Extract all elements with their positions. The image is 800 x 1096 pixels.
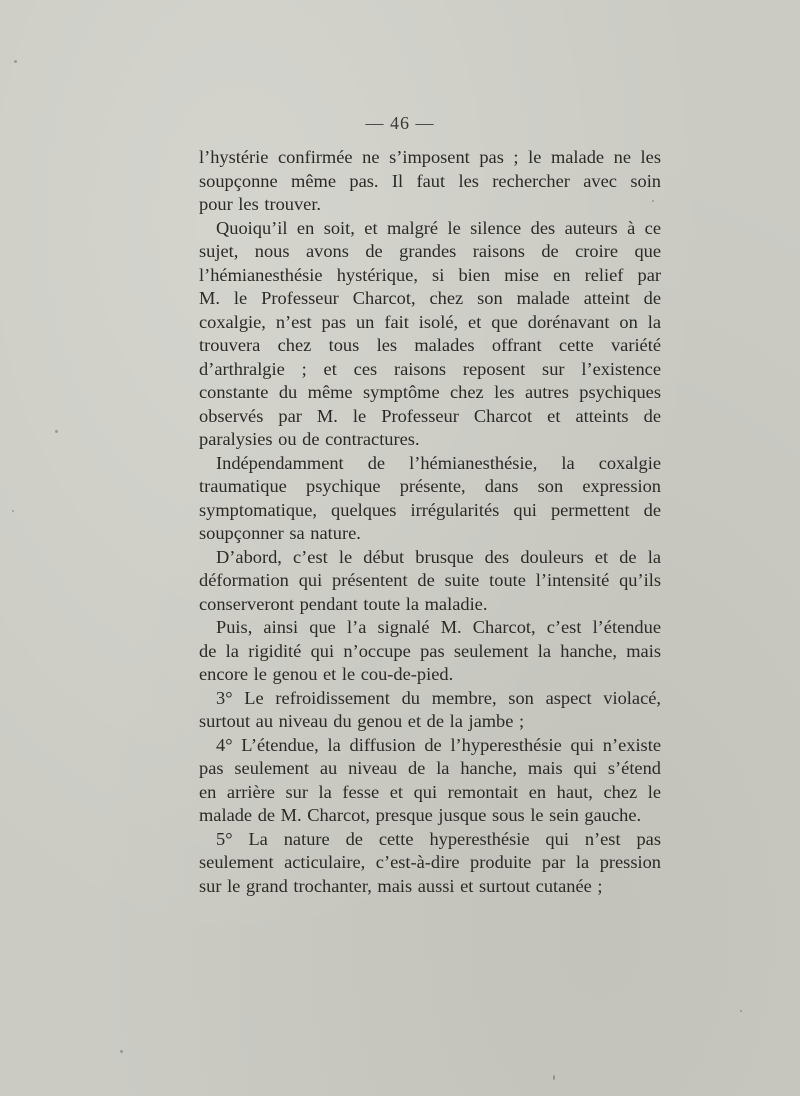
paragraph (199, 734, 661, 828)
text-line: soupçonner sa nature. (199, 523, 361, 543)
text-line: Indépendamment de l’hémianesthésie, la coxalgie (216, 452, 661, 473)
paper-speck (553, 1075, 555, 1080)
paper-speck (740, 1010, 742, 1012)
text-line: trouvera chez tous les malades offrant cette variété (199, 335, 661, 355)
text-line: Puis, ainsi que l’a signalé M. Charcot, c’est l’étendue (216, 617, 661, 637)
text-line: déformation qui présentent de suite toute l’intensité qu’ils (199, 570, 661, 590)
text-line: sur le grand trochanter, mais aussi et surtout cutanée ; (199, 875, 603, 896)
paragraph (199, 616, 661, 687)
text-line: l’hystérie confirmée ne s’imposent pas ; le malade ne les (199, 147, 661, 167)
text-line: sujet, nous avons de grandes raisons de croire que (199, 241, 661, 261)
paragraph (199, 217, 661, 452)
text-line: 5° La nature de cette hyperesthésie qui n’est pas (216, 828, 661, 849)
text-line: symptomatique, quelques irrégularités qui permettent de (199, 499, 661, 520)
text-line: soupçonne même pas. Il faut les rechercher avec soin (199, 170, 661, 191)
text-line: observés par M. le Professeur Charcot et atteints de (199, 405, 661, 426)
text-line: l’hémianesthésie hystérique, si bien mise en relief par (199, 264, 661, 285)
text-line: coxalgie, n’est pas un fait isolé, et que dorénavant on la (199, 311, 661, 332)
text-line: Quoiqu’il en soit, et malgré le silence des auteurs à ce (216, 217, 661, 238)
text-line: d’arthralgie ; et ces raisons reposent sur l’existence (199, 358, 661, 379)
text-line: 4° L’étendue, la diffusion de l’hyperesthésie qui n’existe (216, 734, 661, 755)
paper-speck (120, 1050, 123, 1053)
page-number: — 46 — (365, 113, 435, 133)
paper-speck (652, 200, 654, 202)
paragraph (199, 546, 661, 617)
text-line: de la rigidité qui n’occupe pas seulement la hanche, mais (199, 640, 661, 661)
paper-speck (55, 430, 58, 433)
text-line: M. le Professeur Charcot, chez son malade atteint de (199, 288, 661, 308)
paper-speck (14, 60, 17, 63)
text-line: encore le genou et le cou-de-pied. (199, 664, 454, 684)
text-line: malade de M. Charcot, presque jusque sous le sein gauche. (199, 805, 642, 825)
paragraph (199, 146, 661, 217)
paragraph (199, 452, 661, 546)
text-line: seulement acticulaire, c’est-à-dire produite par la pression (199, 852, 661, 872)
text-line: D’abord, c’est le début brusque des douleurs et de la (216, 546, 661, 567)
text-line: pour les trouver. (199, 194, 322, 214)
paper-speck (12, 510, 14, 512)
body-text (199, 146, 661, 898)
text-line: constante du même symptôme chez les autres psychiques (199, 382, 661, 402)
text-line: surtout au niveau du genou et de la jambe ; (199, 711, 525, 731)
text-line: conserveront pendant toute la maladie. (199, 593, 488, 614)
text-line: traumatique psychique présente, dans son expression (199, 476, 661, 496)
text-line: 3° Le refroidissement du membre, son aspect violacé, (216, 687, 661, 708)
paragraph (199, 828, 661, 899)
text-line: en arrière sur la fesse et qui remontait en haut, chez le (199, 781, 661, 802)
paragraph (199, 687, 661, 734)
text-line: pas seulement au niveau de la hanche, mais qui s’étend (199, 758, 661, 778)
text-line: paralysies ou de contractures. (199, 429, 420, 449)
